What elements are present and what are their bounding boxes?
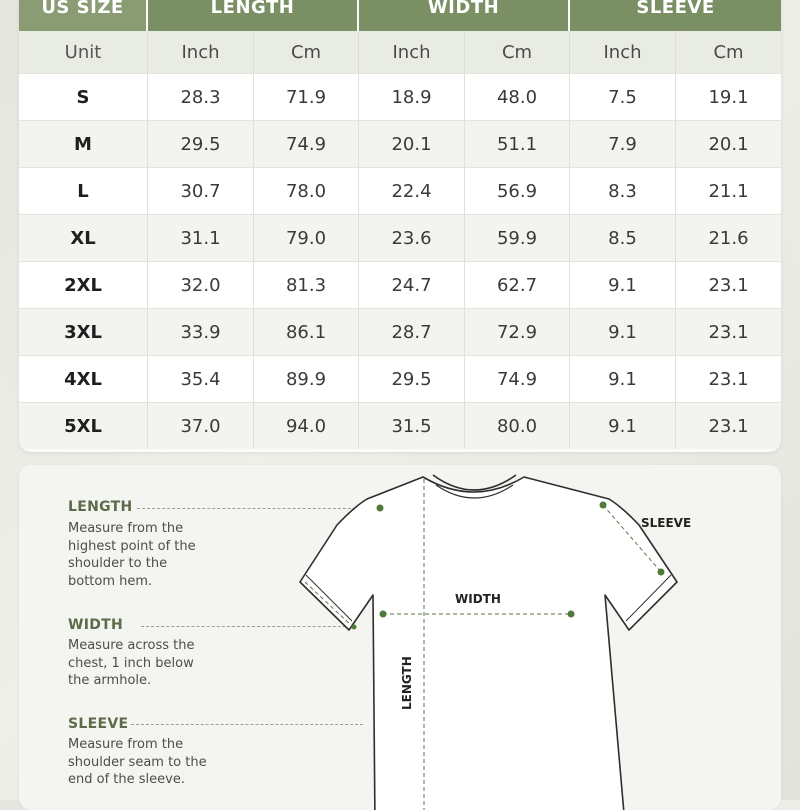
cell-length-inch: 31.1 [148, 215, 254, 261]
tshirt-outline [300, 477, 677, 810]
cell-size: 4XL [19, 356, 148, 402]
cell-length-cm: 79.0 [254, 215, 359, 261]
guide-sleeve-title: SLEEVE [68, 716, 129, 732]
measure-guide [19, 465, 781, 810]
cell-length-cm: 71.9 [254, 74, 359, 120]
cell-sleeve-cm: 23.1 [708, 368, 749, 390]
cell-width-cm: 72.9 [465, 309, 570, 355]
cell-width-cm: 48.0 [465, 74, 570, 120]
cell-length-cm: 86.1 [254, 309, 359, 355]
table-row [19, 261, 781, 308]
diagram-width-label: WIDTH [455, 592, 501, 606]
cell-width-cm: 59.9 [465, 215, 570, 261]
length-marker-dot [377, 505, 384, 512]
cell-length-inch: 33.9 [148, 309, 254, 355]
cell-width-inch: 18.9 [359, 74, 465, 120]
guide-width-desc: Measure across the chest, 1 inch below the armhole. [68, 638, 195, 689]
cell-size: 3XL [19, 309, 148, 355]
left-cuff-dot [352, 625, 357, 630]
cell-width-cm: 80.0 [465, 403, 570, 449]
table-row [19, 214, 781, 261]
table-row [19, 73, 781, 120]
cell-size: S [19, 74, 148, 120]
sleeve-start-dot [600, 502, 607, 509]
cell-length-inch: 29.5 [148, 121, 254, 167]
cell-sleeve-cm: 23.1 [708, 415, 749, 437]
unit-sleeve-cm: Cm [713, 41, 744, 63]
cell-length-cm: 78.0 [254, 168, 359, 214]
width-left-dot [380, 611, 387, 618]
cell-width-cm: 62.7 [465, 262, 570, 308]
cell-size: M [19, 121, 148, 167]
tshirt-diagram [19, 465, 781, 810]
cell-sleeve-cm: 23.1 [708, 274, 749, 296]
cell-length-cm: 81.3 [254, 262, 359, 308]
cell-size: XL [19, 215, 148, 261]
cell-width-inch: 28.7 [359, 309, 465, 355]
cell-length-cm: 89.9 [254, 356, 359, 402]
cell-width-cm: 56.9 [465, 168, 570, 214]
table-body [19, 73, 781, 449]
unit-row [19, 31, 781, 73]
size-chart-table [19, 0, 781, 452]
width-right-dot [568, 611, 575, 618]
cell-sleeve-inch: 9.1 [570, 309, 676, 355]
unit-label: Unit [19, 31, 148, 73]
cell-length-inch: 37.0 [148, 403, 254, 449]
table-row [19, 167, 781, 214]
cell-width-inch: 23.6 [359, 215, 465, 261]
cell-length-inch: 28.3 [148, 74, 254, 120]
cell-sleeve-inch: 9.1 [570, 356, 676, 402]
table-row [19, 402, 781, 449]
cell-sleeve-inch: 9.1 [570, 403, 676, 449]
cell-width-inch: 24.7 [359, 262, 465, 308]
header-us-size: US SIZE [19, 0, 148, 31]
sleeve-end-dot [658, 569, 665, 576]
cell-sleeve-cm: 21.1 [708, 180, 749, 202]
unit-width-cm: Cm [465, 31, 570, 73]
cell-sleeve-inch: 9.1 [570, 262, 676, 308]
cell-width-inch: 29.5 [359, 356, 465, 402]
cell-length-cm: 74.9 [254, 121, 359, 167]
guide-length-desc: Measure from the highest point of the shoulder to the bottom hem. [68, 521, 196, 589]
cell-sleeve-inch: 7.5 [570, 74, 676, 120]
guide-sleeve-desc: Measure from the shoulder seam to the end of the sleeve. [68, 737, 207, 788]
cell-width-inch: 31.5 [359, 403, 465, 449]
header-length: LENGTH [148, 0, 359, 31]
table-header-row [19, 0, 781, 31]
cell-sleeve-inch: 8.5 [570, 215, 676, 261]
cell-size: 2XL [19, 262, 148, 308]
cell-sleeve-inch: 7.9 [570, 121, 676, 167]
diagram-sleeve-label: SLEEVE [641, 516, 692, 530]
cell-sleeve-cm: 21.6 [708, 227, 749, 249]
header-width: WIDTH [359, 0, 570, 31]
unit-sleeve-inch: Inch [570, 31, 676, 73]
cell-width-cm: 51.1 [465, 121, 570, 167]
table-row [19, 308, 781, 355]
cell-sleeve-inch: 8.3 [570, 168, 676, 214]
cell-width-inch: 20.1 [359, 121, 465, 167]
guide-length-title: LENGTH [68, 499, 133, 515]
unit-length-cm: Cm [254, 31, 359, 73]
cell-sleeve-cm: 23.1 [708, 321, 749, 343]
cell-sleeve-cm: 20.1 [708, 133, 749, 155]
table-row [19, 355, 781, 402]
cell-width-cm: 74.9 [465, 356, 570, 402]
cell-length-cm: 94.0 [254, 403, 359, 449]
cell-length-inch: 30.7 [148, 168, 254, 214]
table-row [19, 120, 781, 167]
cell-length-inch: 35.4 [148, 356, 254, 402]
cell-size: L [19, 168, 148, 214]
header-sleeve: SLEEVE [570, 0, 781, 31]
cell-sleeve-cm: 19.1 [708, 86, 749, 108]
unit-length-inch: Inch [148, 31, 254, 73]
cell-width-inch: 22.4 [359, 168, 465, 214]
guide-width-title: WIDTH [68, 617, 124, 633]
cell-size: 5XL [19, 403, 148, 449]
diagram-length-label: LENGTH [400, 656, 414, 710]
cell-length-inch: 32.0 [148, 262, 254, 308]
unit-width-inch: Inch [359, 31, 465, 73]
